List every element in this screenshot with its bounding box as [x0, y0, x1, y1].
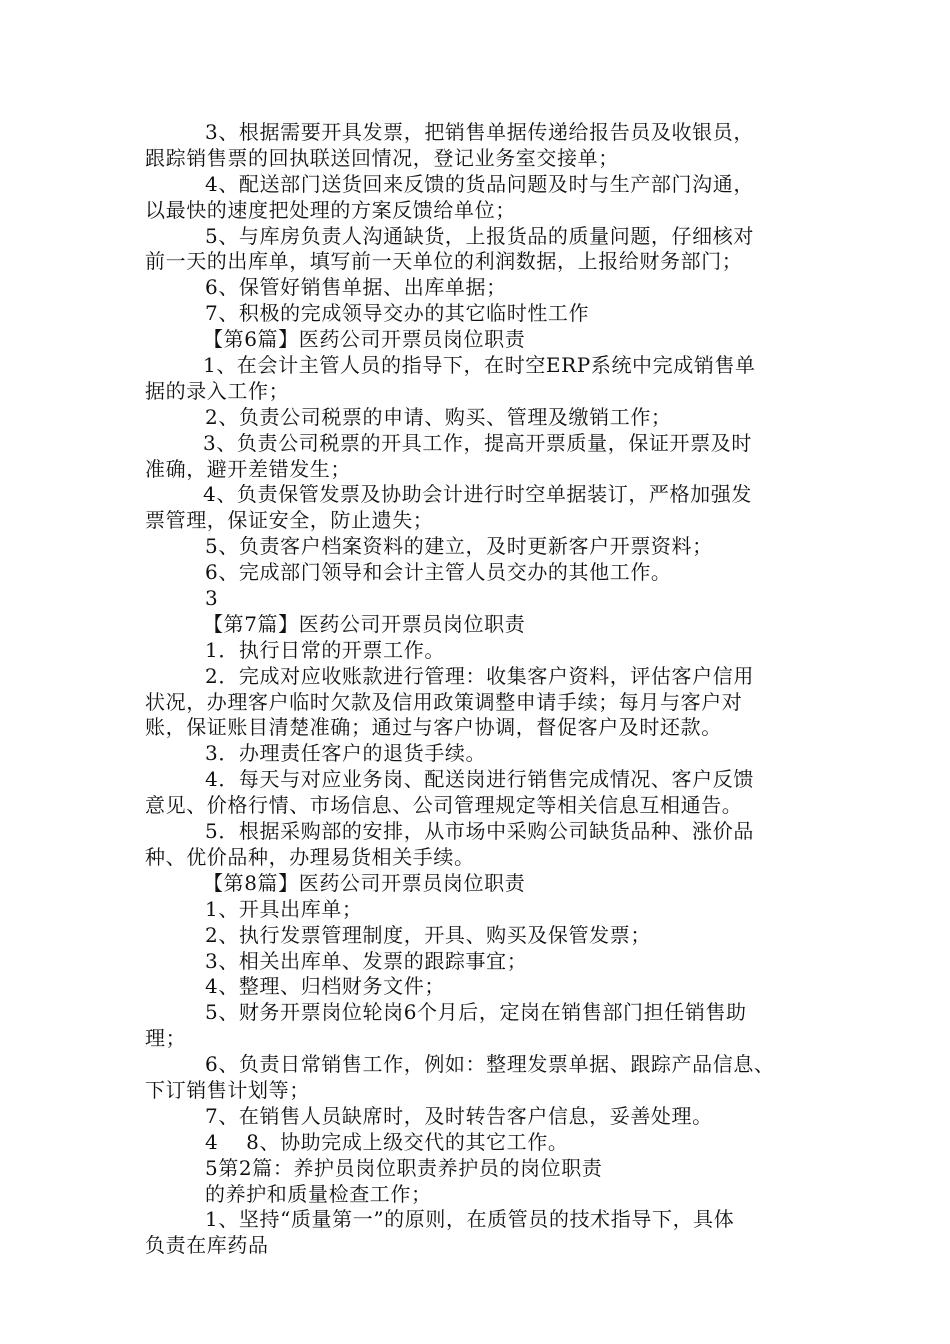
- text-line: 准确，避开差错发生；: [145, 456, 351, 481]
- text-line: 7、在销售人员缺席时，及时转告客户信息，妥善处理。: [205, 1103, 713, 1128]
- text-line: 以最快的速度把处理的方案反馈给单位；: [145, 197, 516, 222]
- text-line: 4、整理、归档财务文件；: [205, 974, 445, 999]
- text-line: 5、财务开票岗位轮岗6个月后，定岗在销售部门担任销售助: [205, 1000, 747, 1025]
- text-line: 4、配送部门送货回来反馈的货品问题及时与生产部门沟通，: [205, 171, 754, 196]
- text-line: 2、负责公司税票的申请、购买、管理及缴销工作；: [205, 404, 672, 429]
- text-line: 6、完成部门领导和会计主管人员交办的其他工作。: [205, 560, 672, 585]
- text-line: 6、保管好销售单据、出库单据；: [205, 275, 507, 300]
- text-line: 1、开具出库单；: [205, 896, 363, 921]
- text-line: 据的录入工作；: [145, 378, 290, 403]
- text-line: 2．完成对应收账款进行管理：收集客户资料，评估客户信用: [205, 663, 754, 688]
- page-number: 3: [205, 586, 219, 611]
- section-heading: 【第7篇】医药公司开票员岗位职责: [203, 611, 526, 636]
- text-line: 种、优价品种，办理易货相关手续。: [145, 844, 475, 869]
- text-line: 票管理，保证安全，防止遗失；: [145, 508, 434, 533]
- text-line: 5、与库房负责人沟通缺货，上报货品的质量问题，仔细核对: [205, 223, 754, 248]
- text-line: 跟踪销售票的回执联送回情况，登记业务室交接单；: [145, 145, 619, 170]
- text-line: 3．办理责任客户的退货手续。: [205, 741, 487, 766]
- text-line: 4 8、协助完成上级交代的其它工作。: [205, 1129, 569, 1154]
- text-line: 1、在会计主管人员的指导下，在时空ERP系统中完成销售单: [203, 353, 756, 378]
- text-line: 账，保证账目清楚准确；通过与客户协调，督促客户及时还款。: [145, 715, 722, 740]
- text-line: 理；: [145, 1026, 187, 1051]
- text-line: 2、执行发票管理制度，开具、购买及保管发票；: [205, 922, 651, 947]
- document-body: [145, 120, 825, 1259]
- text-line: 1．执行日常的开票工作。: [205, 637, 445, 662]
- section-heading: 【第8篇】医药公司开票员岗位职责: [203, 870, 526, 895]
- text-line: 前一天的出库单，填写前一天单位的利润数据，上报给财务部门；: [145, 249, 743, 274]
- text-line: 5、负责客户档案资料的建立，及时更新客户开票资料；: [205, 534, 713, 559]
- text-line: 3、根据需要开具发票，把销售单据传递给报告员及收银员，: [205, 120, 754, 144]
- text-line: 6、负责日常销售工作，例如：整理发票单据、跟踪产品信息、: [205, 1052, 775, 1077]
- text-line: 5．根据采购部的安排，从市场中采购公司缺货品种、涨价品: [205, 819, 754, 844]
- text-line: 状况，办理客户临时欠款及信用政策调整申请手续；每月与客户对: [145, 689, 743, 714]
- text-line: 4、负责保管发票及协助会计进行时空单据装订，严格加强发: [203, 482, 752, 507]
- text-line: 下订销售计划等；: [145, 1077, 310, 1102]
- text-line: 4．每天与对应业务岗、配送岗进行销售完成情况、客户反馈: [205, 767, 754, 792]
- section-heading: 【第6篇】医药公司开票员岗位职责: [203, 327, 526, 352]
- text-line: 负责在库药品: [145, 1233, 269, 1258]
- text-line: 3、相关出库单、发票的跟踪事宜；: [205, 948, 528, 973]
- text-line: 意见、价格行情、市场信息、公司管理规定等相关信息互相通告。: [145, 793, 743, 818]
- text-line: 1、坚持“质量第一”的原则，在质管员的技术指导下，具体: [205, 1207, 735, 1232]
- text-line: 5第2篇：养护员岗位职责养护员的岗位职责: [205, 1155, 603, 1180]
- text-line: 3、负责公司税票的开具工作，提高开票质量，保证开票及时: [203, 430, 752, 455]
- text-line: 7、积极的完成领导交办的其它临时性工作: [205, 301, 590, 326]
- text-line: 的养护和质量检查工作；: [205, 1181, 432, 1206]
